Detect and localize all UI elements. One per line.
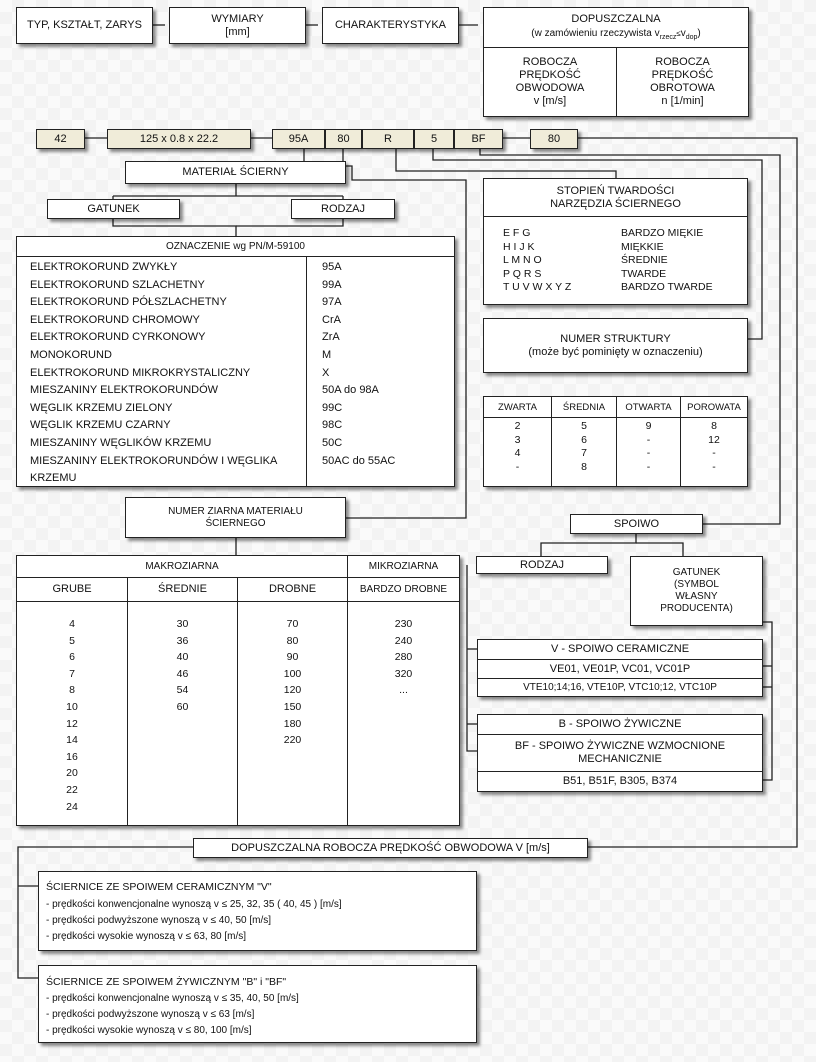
grain-col-drobne (238, 616, 347, 749)
code-wymiary: 125 x 0.8 x 22.2 (107, 129, 251, 149)
header-dopuszczalna (483, 7, 749, 117)
material-code: CrA (322, 313, 341, 326)
structure-value: 2 (514, 420, 521, 432)
grain-value: 6 (69, 651, 75, 664)
bond-ceramic-title: V - SPOIWO CERAMICZNE (478, 640, 762, 660)
header-charakterystyka: CHARAKTERYSTYKA (322, 7, 459, 44)
structure-header: ŚREDNIA (562, 401, 606, 413)
material-code: 95A (322, 261, 342, 273)
material-name: ELEKTROKORUND CYRKONOWY (30, 331, 206, 344)
grain-mikro-header: MIKROZIARNA (368, 560, 439, 572)
bond-ceramic-row1: VE01, VE01P, VC01, VC01P (478, 660, 762, 679)
grain-col-bardzo-drobne (348, 616, 459, 699)
dopuszczalna-sub-pre: (w zamówieniu rzeczywista v (531, 28, 660, 39)
code-material: 95A (272, 129, 325, 149)
structure-value: - (646, 460, 651, 473)
grain-value: 230 (394, 618, 413, 630)
dopuszczalna-title: DOPUSZCZALNA (571, 13, 661, 25)
structure-col-porowata (681, 420, 747, 474)
bond-resin-title: B - SPOIWO ŻYWICZNE (478, 715, 762, 735)
structure-header: ZWARTA (498, 401, 537, 413)
speed-title: DOPUSZCZALNA ROBOCZA PRĘDKOŚĆ OBWODOWA V [m/s] (193, 838, 588, 858)
material-code: ZrA (322, 331, 340, 344)
hardness-letter-group: E F G (503, 227, 531, 239)
grain-value: 20 (66, 767, 78, 780)
grain-col-header: BARDZO DROBNE (359, 583, 448, 595)
material-code: 50AC do 55AC (322, 454, 396, 467)
material-name: MIESZANINY ELEKTROKORUNDÓW (30, 384, 219, 397)
hardness-letter-group: T U V W X Y Z (503, 281, 572, 294)
material-name: ELEKTROKORUND MIKROKRYSTALICZNY (30, 366, 251, 379)
divider (17, 601, 459, 602)
speed-resin-line: - prędkości wysokie wynoszą v ≤ 80, 100 [m/s] (46, 1025, 252, 1036)
material-title: MATERIAŁ ŚCIERNY (125, 161, 346, 184)
hardness-letters (503, 227, 613, 295)
material-code: 99A (322, 278, 342, 291)
speed-resin-line: - prędkości konwencjonalne wynoszą v ≤ 35, 40, 50 [m/s] (46, 993, 299, 1004)
material-table (16, 236, 455, 487)
grain-value: 5 (69, 634, 75, 647)
grain-value: 220 (283, 734, 302, 747)
dopuszczalna-sub-post: ) (697, 28, 701, 39)
structure-value: 4 (514, 447, 521, 460)
material-name: KRZEMU (30, 472, 77, 485)
hardness-box (483, 178, 748, 305)
structure-value: 7 (581, 447, 587, 460)
material-codes (322, 259, 452, 470)
grain-col-header: ŚREDNIE (158, 583, 207, 595)
hardness-desc: MIĘKKIE (621, 240, 664, 253)
grain-value: 46 (176, 667, 189, 680)
grain-value: 90 (286, 651, 299, 664)
grain-makro-header: MAKROZIARNA (145, 560, 219, 572)
grain-value: 22 (66, 783, 78, 796)
bond-gatunek: GATUNEK (SYMBOL WŁASNY PRODUCENTA) (630, 556, 763, 626)
grain-value: ... (399, 684, 408, 697)
speed-ceramic-title: ŚCIERNICE ZE SPOIWEM CERAMICZNYM "V" (46, 881, 272, 893)
grain-value: 280 (394, 651, 413, 664)
material-name: MIESZANINY ELEKTROKORUNDÓW I WĘGLIKA (30, 454, 278, 467)
grain-table (16, 555, 460, 826)
material-code: 98C (322, 419, 343, 432)
robocza-predkosc-obwodowa: ROBOCZA PRĘDKOŚĆ OBWODOWA v [m/s] (515, 56, 585, 107)
hardness-letter-group: P Q R S (503, 267, 542, 280)
grain-col-header: DROBNE (268, 583, 317, 595)
grain-value: 180 (283, 717, 302, 730)
grain-col-srednie (128, 616, 237, 716)
bond-resin-bf: BF - SPOIWO ŻYWICZNE WZMOCNIONE MECHANICZNIE (478, 735, 762, 772)
dopuszczalna-subtitle (484, 28, 748, 44)
speed-ceramic-line: - prędkości wysokie wynoszą v ≤ 63, 80 [m/s] (46, 931, 247, 942)
structure-value: 9 (645, 420, 652, 432)
grain-value: 40 (176, 651, 189, 664)
structure-value: 8 (581, 460, 587, 473)
speed-resin-box (38, 965, 477, 1043)
hardness-desc: BARDZO TWARDE (621, 281, 713, 294)
dopuszczalna-sub-le: ≤ (676, 29, 681, 38)
material-name: ELEKTROKORUND PÓŁSZLACHETNY (30, 296, 227, 309)
bond-ceramic-row2: VTE10;14;16, VTE10P, VTC10;12, VTC10P (523, 681, 717, 693)
grain-value: 12 (66, 717, 78, 730)
speed-resin-title: ŚCIERNICE ZE SPOIWEM ŻYWICZNYM "B" i "BF" (46, 976, 287, 988)
hardness-descriptions (621, 227, 746, 295)
material-name: MONOKORUND (30, 348, 112, 361)
grain-col-header: GRUBE (52, 583, 92, 595)
code-twardosc: R (362, 129, 414, 149)
grain-title: NUMER ZIARNA MATERIAŁU ŚCIERNEGO (125, 497, 346, 538)
material-name: WĘGLIK KRZEMU ZIELONY (30, 401, 173, 414)
code-ziarno: 80 (325, 129, 362, 149)
bond-ceramic (477, 639, 763, 697)
grain-value: 14 (66, 734, 78, 747)
structure-col-zwarta (484, 420, 551, 474)
grain-value: 100 (283, 667, 302, 680)
material-code: 99C (322, 401, 343, 414)
structure-value: 3 (514, 433, 521, 446)
structure-col-srednia (552, 420, 616, 474)
bond-resin (477, 714, 763, 792)
material-gatunek: GATUNEK (47, 199, 180, 219)
code-struktura: 5 (414, 129, 454, 149)
robocza-predkosc-obrotowa: ROBOCZA PRĘDKOŚĆ OBROTOWA n [1/min] (650, 56, 715, 107)
speed-ceramic-line: - prędkości podwyższone wynoszą v ≤ 40, 50 [m/s] (46, 915, 272, 926)
dopuszczalna-sub-dop: dop (685, 34, 698, 41)
bond-title: SPOIWO (570, 514, 703, 534)
structure-value: - (646, 447, 651, 460)
grain-value: 30 (176, 618, 189, 630)
structure-value: - (515, 460, 520, 473)
structure-value: - (712, 460, 716, 473)
structure-col-otwarta (617, 420, 680, 474)
grain-value: 80 (286, 634, 299, 647)
grain-value: 8 (69, 684, 75, 697)
bond-rodzaj: RODZAJ (476, 556, 608, 574)
structure-value: - (646, 433, 651, 446)
grain-value: 36 (176, 634, 189, 647)
code-predkosc: 80 (530, 129, 578, 149)
grain-value: 70 (286, 618, 299, 630)
structure-value: 5 (581, 420, 587, 432)
material-name: MIESZANINY WĘGLIKÓW KRZEMU (30, 436, 212, 449)
hardness-letter-group: H I J K (503, 240, 535, 253)
material-names (30, 259, 306, 488)
structure-value: 12 (708, 433, 720, 446)
material-table-title: OZNACZENIE wg PN/M-59100 (17, 237, 454, 257)
grain-value: 54 (176, 684, 189, 697)
grain-value: 10 (66, 700, 78, 713)
bond-resin-codes: B51, B51F, B305, B374 (562, 775, 678, 787)
structure-header: OTWARTA (625, 401, 672, 413)
grain-value: 24 (66, 800, 78, 813)
speed-ceramic-line: - prędkości konwencjonalne wynoszą v ≤ 25, 32, 35 ( 40, 45 ) [m/s] (46, 899, 342, 910)
material-name: ELEKTROKORUND ZWYKŁY (30, 261, 178, 273)
hardness-desc: ŚREDNIE (621, 254, 668, 267)
code-typ: 42 (36, 129, 85, 149)
hardness-desc: BARDZO MIĘKIE (621, 227, 704, 239)
speed-resin-line: - prędkości podwyższone wynoszą v ≤ 63 [m/s] (46, 1009, 255, 1020)
structure-title: NUMER STRUKTURY (może być pominięty w oznaczeniu) (483, 318, 748, 373)
grain-value: 150 (283, 700, 302, 713)
grain-value: 7 (69, 667, 75, 680)
structure-value: 6 (581, 433, 587, 446)
grain-value: 120 (283, 684, 302, 697)
code-spoiwo: BF (454, 129, 503, 149)
hardness-desc: TWARDE (621, 267, 667, 280)
grain-col-grube (17, 616, 127, 815)
grain-value: 60 (176, 700, 189, 713)
grain-value: 320 (394, 667, 413, 680)
structure-value: 8 (711, 420, 717, 432)
material-code: 50A do 98A (322, 384, 379, 397)
header-wymiary: WYMIARY [mm] (169, 7, 306, 44)
dopuszczalna-sub-v: v (680, 28, 686, 39)
material-code: 97A (322, 296, 342, 309)
divider (306, 257, 307, 486)
material-code: 50C (322, 436, 343, 449)
structure-table (483, 396, 748, 487)
material-name: WĘGLIK KRZEMU CZARNY (30, 419, 171, 432)
material-name: ELEKTROKORUND CHROMOWY (30, 313, 200, 326)
dopuszczalna-sub-rzecz: rzecz (659, 34, 677, 41)
material-code: X (322, 366, 330, 379)
material-code: M (322, 348, 332, 361)
header-typ: TYP, KSZTAŁT, ZARYS (16, 7, 153, 44)
speed-ceramic-box (38, 871, 477, 951)
grain-value: 16 (66, 750, 78, 763)
grain-value: 4 (69, 618, 75, 630)
hardness-letter-group: L M N O (503, 254, 542, 267)
grain-value: 240 (394, 634, 413, 647)
hardness-title: STOPIEŃ TWARDOŚCI NARZĘDZIA ŚCIERNEGO (484, 179, 747, 217)
material-name: ELEKTROKORUND SZLACHETNY (30, 278, 205, 291)
structure-header: POROWATA (687, 401, 741, 413)
structure-value: - (712, 447, 716, 460)
material-rodzaj: RODZAJ (291, 199, 395, 219)
